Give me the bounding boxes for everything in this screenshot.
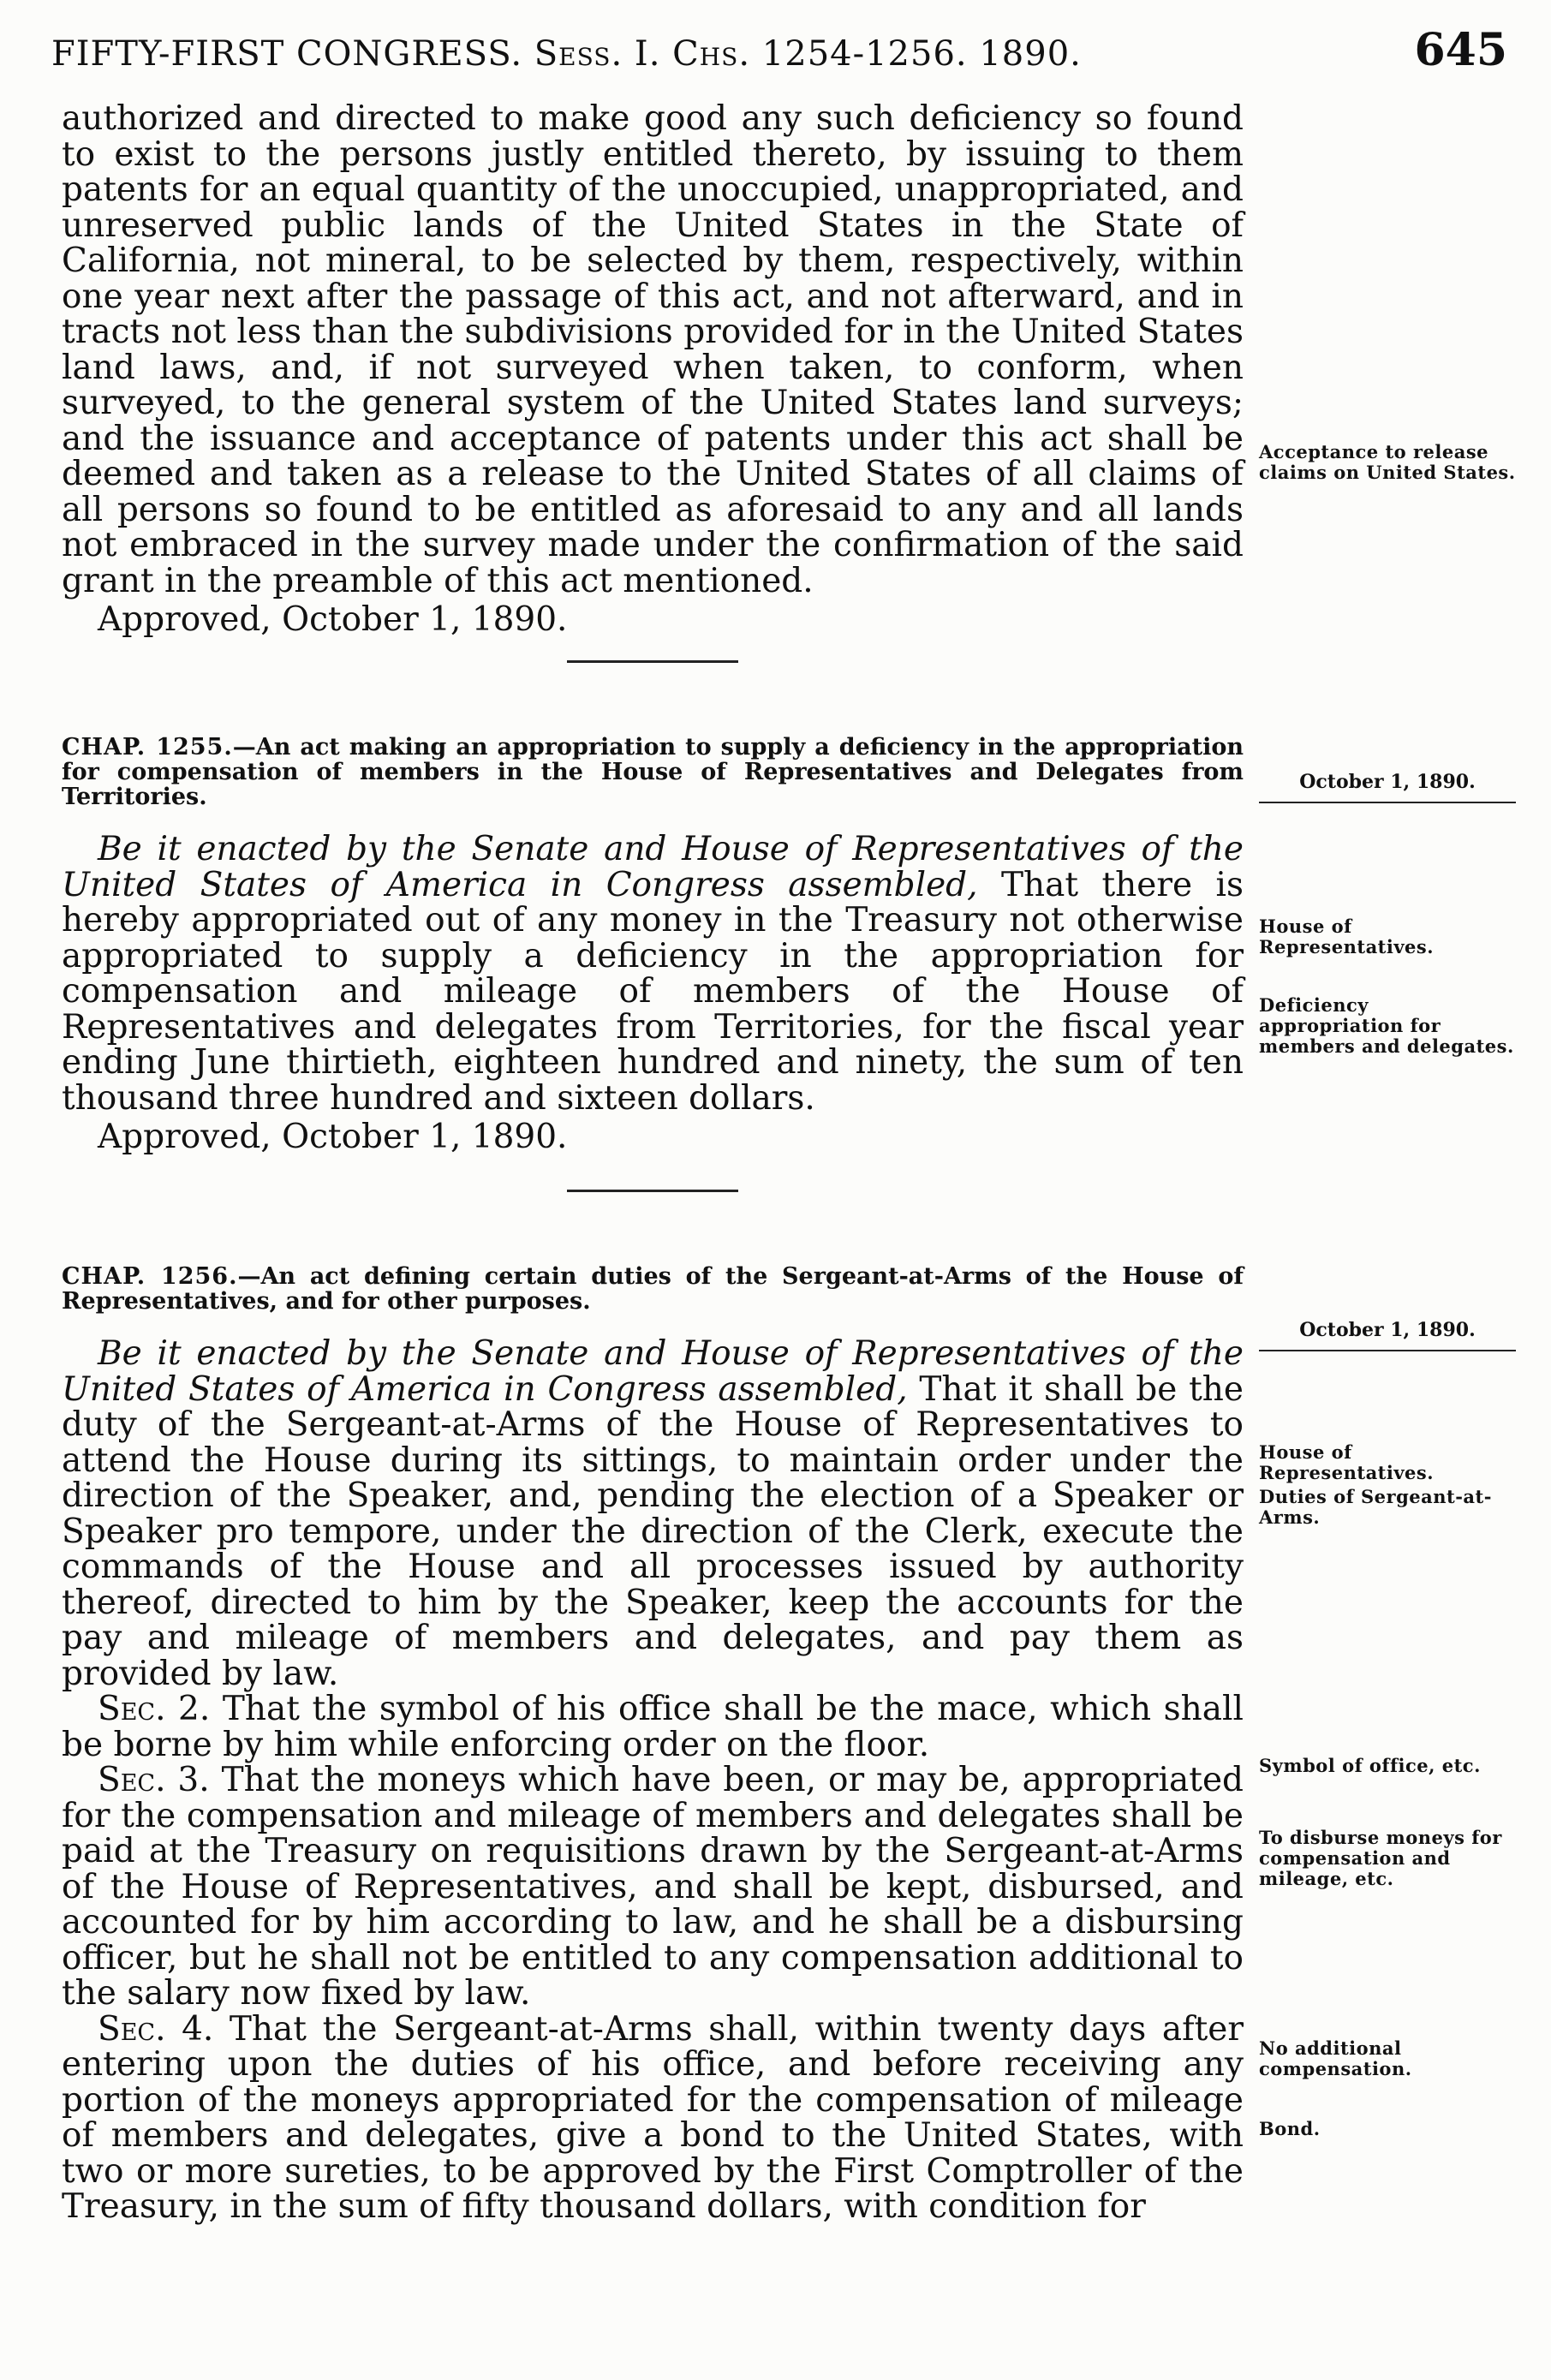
margin-note-no-compensation: No additional compensation. [1259,2037,1412,2079]
chap-1255-heading [62,735,1244,809]
margin-note-house-reps-1256: House of Representatives. [1259,1441,1435,1483]
margin-note-deficiency: Deficiency appropriation for members and delegates. [1259,994,1514,1057]
continuation-approved: Approved, October 1, 1890. [98,600,568,639]
chap-1256-section-2 [62,1691,1244,1763]
margin-note-release-claims: Acceptance to release claims on United States. [1259,441,1516,483]
session-label: Sess. I. [534,34,661,74]
chap-1256-heading [62,1264,1244,1314]
continuation-section [62,101,1244,638]
running-title: FIFTY-FIRST CONGRESS. [51,34,523,74]
chap-1256-sec1-text: That it shall be the duty of the Sergeant-at-Arms of the House of Representatives to attend the House during its sittings, to maintain order under the direction of the Speaker, and, pending the election of a Speaker or Speaker pro tempore, under the direction of the Clerk, execute the commands of the House and all processes issued by authority thereof, directed to him by the Speaker, keep the accounts for the pay and mileage of members and delegates, and pay them as provided by law. [62,1369,1244,1693]
chap-1255-label: CHAP. 1255. [62,734,233,761]
chapters-label: Chs. 1254-1256. [672,34,968,74]
chap-1256-label: CHAP. 1256. [62,1263,238,1290]
chap-1255-text: That there is hereby appropriated out of any money in the Treasury not otherwise appropriated to supply a deficiency in the appropriation for compensation and mileage of members of the House of Representatives and delegates from Territories, for the fiscal year ending June thirtieth, eighteen hundred and ninety, the sum of ten thousand three hundred and sixteen dollars. [62,865,1244,1118]
date-underline [1259,1350,1516,1351]
page-header [51,24,1507,84]
margin-note-symbol: Symbol of office, etc. [1259,1755,1481,1776]
chap-1255-date [1259,771,1516,803]
sec-2-text: That the symbol of his office shall be the mace, which shall be borne by him while enforcing order on the floor. [62,1690,1244,1764]
year-label: 1890. [979,34,1082,74]
main-column [62,101,1244,2225]
chap-1255-title: —An act making an appropriation to supply a deficiency in the appropriation for compensation of members in the House of Representatives and Delegates from Territories. [62,734,1244,810]
margin-note-bond: Bond. [1259,2118,1321,2139]
chap-1255-body [62,832,1244,1116]
margin-note-house-reps-1255: House of Representatives. [1259,916,1435,957]
chap-1256-date-text: October 1, 1890. [1299,1319,1476,1341]
margin-note-duties: Duties of Sergeant-at-Arms. [1259,1486,1492,1528]
chap-1256-section-4 [62,2009,1244,2226]
sec-4-label: Sec. 4. [98,2009,214,2049]
chap-1256-section-3 [62,1763,1244,2012]
chap-1255-approved: Approved, October 1, 1890. [98,1118,568,1156]
margin-note-disburse: To disburse moneys for compensation and mileage, etc. [1259,1827,1502,1889]
sec-3-label: Sec. 3. [98,1761,210,1799]
chap-1256-title: —An act defining certain duties of the Sergeant-at-Arms of the House of Representatives, and for other purposes. [62,1263,1244,1315]
sec-2-label: Sec. 2. [98,1690,211,1728]
sec-3-text: That the moneys which have been, or may be, appropriated for the compensation and mileage of members and delegates shall be paid at the Treasury on requisitions drawn by the Sergeant-at-Arms of the House of Representatives, and shall be kept, disbursed, and accounted for by him according to law, and he shall be a disbursing officer, but he shall not be entitled to any compensation additional to the salary now fixed by law. [62,1761,1244,2013]
date-underline [1259,802,1516,803]
chapter-1255 [62,735,1244,1155]
chap-1256-section-1 [62,1336,1244,1691]
chap-1255-enacting-clause: Be it enacted by the Senate and House of Representatives of the United States of America in Congress assembled, [62,830,1244,904]
chap-1256-enacting-clause: Be it enacted by the Senate and House of Representatives of the United States of America in Congress assembled, [62,1334,1244,1409]
continuation-paragraph: authorized and directed to make good any such deficiency so found to exist to the persons justly entitled thereto, by issuing to them patents for an equal quantity of the unoccupied, unappropriated, and unreserved public lands of the United States in the State of California, not mineral, to be selected by them, respectively, within one year next after the passage of this act, and not afterward, and in tracts not less than the subdivisions provided for in the United States land laws, and, if not surveyed when taken, to conform, when surveyed, to the general system of the United States land surveys; and the issuance and acceptance of patents under this act shall be deemed and taken as a release to the United States of all claims of all persons so found to be entitled as aforesaid to any and all lands not embraced in the survey made under the confirmation of the said grant in the preamble of this act mentioned. [62,99,1244,600]
running-head [51,34,1082,74]
chap-1256-date [1259,1319,1516,1351]
chapter-1256 [62,1264,1244,2225]
chap-1255-date-text: October 1, 1890. [1299,771,1476,793]
page-number: 645 [1414,24,1507,76]
sec-4-text: That the Sergeant-at-Arms shall, within twenty days after entering upon the duties of his office, and before receiving any portion of the moneys appropriated for the compensation of mileage of members and delegates, give a bond to the United States, with two or more sureties, to be approved by the First Comptroller of the Treasury, in the sum of fifty thousand dollars, with condition for [62,2009,1244,2226]
